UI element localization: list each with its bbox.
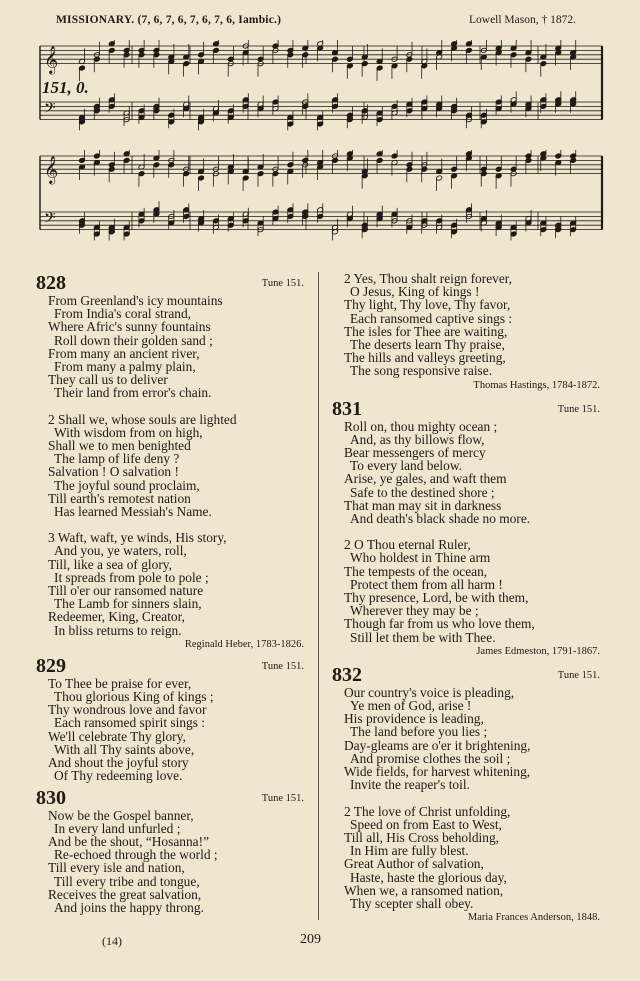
verse-line: Has learned Messiah's Name. <box>54 504 212 520</box>
tune-reference: Tune 151. <box>557 403 600 415</box>
verse-line: 2 The love of Christ unfolding, <box>344 803 511 819</box>
verse-line: From many a palmy plain, <box>54 359 196 375</box>
author-credit: James Edmeston, 1791-1867. <box>476 645 600 657</box>
verse-line: Receives the great salvation, <box>48 886 202 902</box>
verse-line: Thy scepter shall obey. <box>350 895 474 911</box>
verse-line: Haste, haste the glorious day, <box>350 869 507 885</box>
verse-line: 2 O Thou eternal Ruler, <box>344 537 471 553</box>
verse-line: The song responsive raise. <box>350 363 493 379</box>
hymn-828-header <box>34 272 304 294</box>
verse-line: Day-gleams are o'er it brightening, <box>344 737 531 753</box>
verse-line: The joyful sound proclaim, <box>54 477 200 493</box>
page-number: 209 <box>300 932 321 947</box>
verse-line: And promise clothes the soil ; <box>350 750 511 766</box>
verse-line: The hills and valleys greeting, <box>344 350 506 366</box>
staff-system-1 <box>38 40 604 140</box>
verse-line: His providence is leading, <box>344 711 484 727</box>
meter: (7, 6, 7, 6, 7, 6, 7, 6, Iambic.) <box>137 14 282 26</box>
verse-line: Each ransomed spirit sings : <box>54 715 205 731</box>
verse-line: Wide fields, for harvest whitening, <box>344 764 531 780</box>
verse-line: 2 Yes, Thou shalt reign forever, <box>344 271 513 286</box>
verse-line: The Lamb for sinners slain, <box>54 596 202 612</box>
verse-line: Bear messengers of mercy <box>344 445 486 461</box>
verse-line: The land before you lies ; <box>350 724 488 740</box>
tune-reference: Tune 151. <box>557 669 600 681</box>
verse-line: From Greenland's icy mountains <box>48 293 223 308</box>
hymn-832-text <box>330 686 600 924</box>
verse-line: Now be the Gospel banner, <box>48 807 194 823</box>
verse-line: In every land unfurled ; <box>54 820 181 836</box>
hymn-number: 828 <box>36 272 66 294</box>
author-credit: Maria Frances Anderson, 1848. <box>467 912 600 924</box>
staff-system-2 <box>38 150 604 250</box>
verse-line: The tempests of the ocean, <box>344 563 488 579</box>
verse-line: Re-echoed through the world ; <box>54 847 218 863</box>
svg-text:𝄞: 𝄞 <box>44 155 59 184</box>
verse-line: And be the shout, “Hosanna!” <box>48 833 210 849</box>
verse-line: Where Afric's sunny fountains <box>48 319 211 335</box>
hymn-832-header <box>330 664 600 686</box>
hymn-829-text <box>34 677 304 783</box>
hymn-number: 832 <box>332 663 362 686</box>
music-system-1 <box>38 40 604 140</box>
verse-line: Till all, His Cross beholding, <box>344 829 500 845</box>
hymn-830-text <box>34 809 304 915</box>
verse-line: Each ransomed captive sings : <box>350 310 513 326</box>
svg-text:𝄢: 𝄢 <box>44 99 56 121</box>
verse-line: The deserts learn Thy praise, <box>350 337 505 353</box>
verse-line: The lamp of life deny ? <box>54 451 180 467</box>
verse-line: Till, like a sea of glory, <box>48 556 172 572</box>
verse-line: Till o'er our ransomed nature <box>48 583 204 599</box>
verse-line: 2 Shall we, whose souls are lighted <box>48 411 237 427</box>
verse-line: And death's black shade no more. <box>350 511 531 527</box>
tune-title: MISSIONARY. <box>56 14 135 26</box>
verse-line: From many an ancient river, <box>48 345 200 361</box>
svg-text:𝄢: 𝄢 <box>44 209 56 231</box>
verse-line: Salvation ! O salvation ! <box>48 464 179 480</box>
verse-line: To every land below. <box>350 458 462 474</box>
verse-line: In bliss returns to reign. <box>54 622 182 638</box>
verse-line: The isles for Thee are waiting, <box>344 323 508 339</box>
verse-line: And, as thy billows flow, <box>350 431 485 447</box>
verse-line: We'll celebrate Thy glory, <box>48 728 186 744</box>
hymn-828-text <box>34 294 304 651</box>
verse-line: Of Thy redeeming love. <box>54 768 183 784</box>
verse-line: Shall we to men benighted <box>48 438 191 454</box>
verse-line: When we, a ransomed nation, <box>344 882 504 898</box>
hymn-number: 831 <box>332 397 362 420</box>
hymn-830-header <box>34 787 304 809</box>
verse-line: Till every tribe and tongue, <box>54 873 200 889</box>
verse-line: Thy presence, Lord, be with them, <box>344 590 529 606</box>
verse-line: Invite the reaper's toil. <box>350 777 470 793</box>
tune-number-label: 151, 0. <box>42 78 89 97</box>
hymn-828-continued-text <box>330 272 600 392</box>
verse-line: Redeemer, King, Creator, <box>48 609 185 625</box>
verse-line: Thy light, Thy love, Thy favor, <box>344 297 511 313</box>
verse-line: It spreads from pole to pole ; <box>54 569 209 585</box>
verse-line: Arise, ye gales, and waft them <box>344 471 507 487</box>
left-column <box>34 272 304 914</box>
right-column <box>330 272 600 924</box>
verse-line: Roll on, thou mighty ocean ; <box>344 418 498 434</box>
tune-reference: Tune 151. <box>261 660 304 672</box>
hymn-831-text <box>330 420 600 658</box>
verse-line: Who holdest in Thine arm <box>350 550 491 566</box>
music-system-2 <box>38 150 604 250</box>
section-number: (14) <box>102 934 122 948</box>
header-title <box>56 14 281 26</box>
verse-line: Thou glorious King of kings ; <box>54 689 214 705</box>
verse-line: O Jesus, King of kings ! <box>350 284 480 300</box>
hymn-number: 830 <box>36 786 66 809</box>
composer: Lowell Mason, † 1872. <box>468 14 576 26</box>
verse-line: Roll down their golden sand ; <box>54 332 213 348</box>
hymn-829-header <box>34 655 304 677</box>
verse-line: And you, ye waters, roll, <box>54 543 187 559</box>
author-credit: Reginald Heber, 1783-1826. <box>184 638 304 650</box>
verse-line: And shout the joyful story <box>48 755 189 771</box>
verse-line: And joins the happy throng. <box>54 899 204 915</box>
verse-line: Our country's voice is pleading, <box>344 684 515 700</box>
verse-line: Wherever they may be ; <box>350 603 479 619</box>
verse-line: Great Author of salvation, <box>344 856 484 872</box>
verse-line: Their land from error's chain. <box>54 385 212 401</box>
verse-line: Till every isle and nation, <box>48 860 185 876</box>
verse-line: Thy wondrous love and favor <box>48 702 207 718</box>
verse-line: Speed on from East to West, <box>350 816 502 832</box>
column-divider <box>318 272 319 920</box>
author-credit: Thomas Hastings, 1784-1872. <box>473 379 600 391</box>
verse-line: With all Thy saints above, <box>54 741 195 757</box>
verse-line: Still let them be with Thee. <box>350 629 496 645</box>
verse-line: Ye men of God, arise ! <box>350 698 472 714</box>
tune-reference: Tune 151. <box>261 278 304 289</box>
verse-line: Safe to the destined shore ; <box>350 484 495 500</box>
verse-line: From India's coral strand, <box>54 306 192 322</box>
verse-line: Protect them from all harm ! <box>350 576 503 592</box>
verse-line: To Thee be praise for ever, <box>48 675 192 691</box>
verse-line: That man may sit in darkness <box>344 497 502 513</box>
tune-reference: Tune 151. <box>261 792 304 804</box>
hymn-831-header <box>330 398 600 420</box>
verse-line: They call us to deliver <box>48 372 168 388</box>
hymn-number: 829 <box>36 654 66 677</box>
verse-line: Till earth's remotest nation <box>48 490 191 506</box>
verse-line: Though far from us who love them, <box>344 616 535 632</box>
svg-text:𝄞: 𝄞 <box>44 45 59 74</box>
verse-line: 3 Waft, waft, ye winds, His story, <box>48 530 227 546</box>
verse-line: In Him are fully blest. <box>350 843 469 859</box>
verse-line: With wisdom from on high, <box>54 424 203 440</box>
